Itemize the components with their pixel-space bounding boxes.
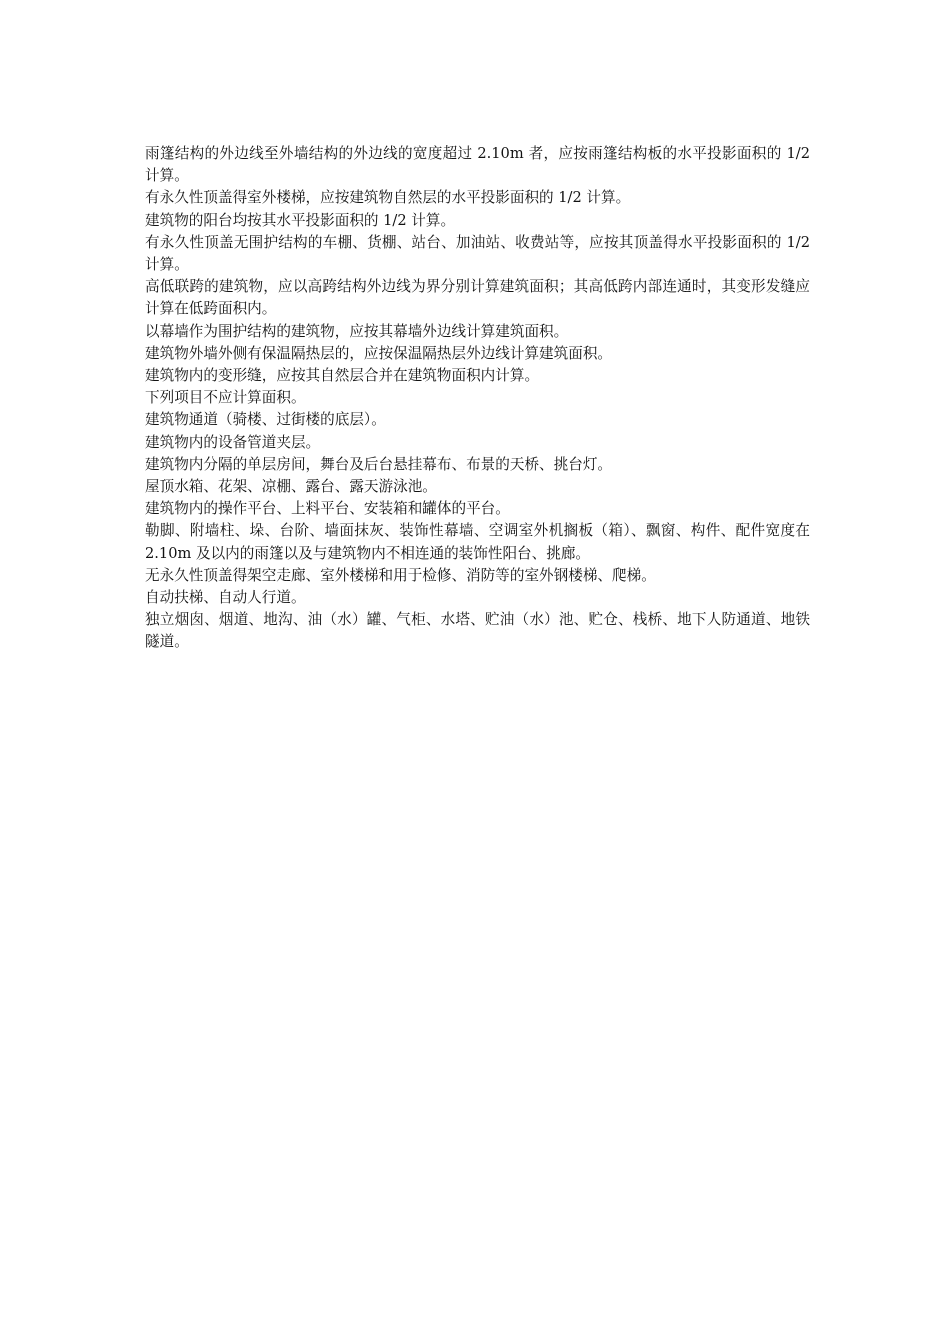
paragraph: 建筑物的阳台均按其水平投影面积的 1/2 计算。 [145, 211, 456, 229]
paragraph: 建筑物内分隔的单层房间，舞台及后台悬挂幕布、布景的天桥、挑台灯。 [145, 455, 613, 473]
paragraph: 建筑物通道（骑楼、过街楼的底层）。 [145, 411, 386, 429]
paragraph: 屋顶水箱、花架、凉棚、露台、露天游泳池。 [145, 478, 437, 496]
paragraph: 无永久性顶盖得架空走廊、室外楼梯和用于检修、消防等的室外钢楼梯、爬梯。 [145, 566, 656, 584]
paragraph: 建筑物内的设备管道夹层。 [145, 433, 321, 451]
paragraph: 自动扶梯、自动人行道。 [145, 589, 306, 607]
paragraph: 勒脚、附墙柱、垛、台阶、墙面抹灰、装饰性幕墙、空调室外机搁板（箱）、飘窗、构件、配件宽度在 2.10m 及以内的雨篷以及与建筑物内不相连通的装饰性阳台、挑廊。 [145, 522, 810, 562]
paragraph: 有永久性顶盖无围护结构的车棚、货棚、站台、加油站、收费站等，应按其顶盖得水平投影面积的 1/2 计算。 [145, 233, 810, 274]
paragraph: 建筑物内的变形缝，应按其自然层合并在建筑物面积内计算。 [145, 367, 540, 385]
document-body [145, 143, 810, 654]
paragraph: 高低联跨的建筑物，应以高跨结构外边线为界分别计算建筑面积；其高低跨内部连通时，其变形发缝应计算在低跨面积内。 [145, 278, 810, 318]
paragraph: 建筑物外墙外侧有保温隔热层的，应按保温隔热层外边线计算建筑面积。 [145, 344, 613, 362]
paragraph: 以幕墙作为围护结构的建筑物，应按其幕墙外边线计算建筑面积。 [145, 322, 569, 340]
paragraph: 雨篷结构的外边线至外墙结构的外边线的宽度超过 2.10m 者，应按雨篷结构板的水平投影面积的 1/2 计算。 [145, 145, 810, 185]
paragraph: 下列项目不应计算面积。 [145, 389, 306, 407]
paragraph: 有永久性顶盖得室外楼梯，应按建筑物自然层的水平投影面积的 1/2 计算。 [145, 189, 631, 207]
paragraph: 建筑物内的操作平台、上料平台、安装箱和罐体的平台。 [145, 500, 510, 518]
paragraph: 独立烟囱、烟道、地沟、油（水）罐、气柜、水塔、贮油（水）池、贮仓、栈桥、地下人防通道、地铁隧道。 [145, 611, 810, 651]
